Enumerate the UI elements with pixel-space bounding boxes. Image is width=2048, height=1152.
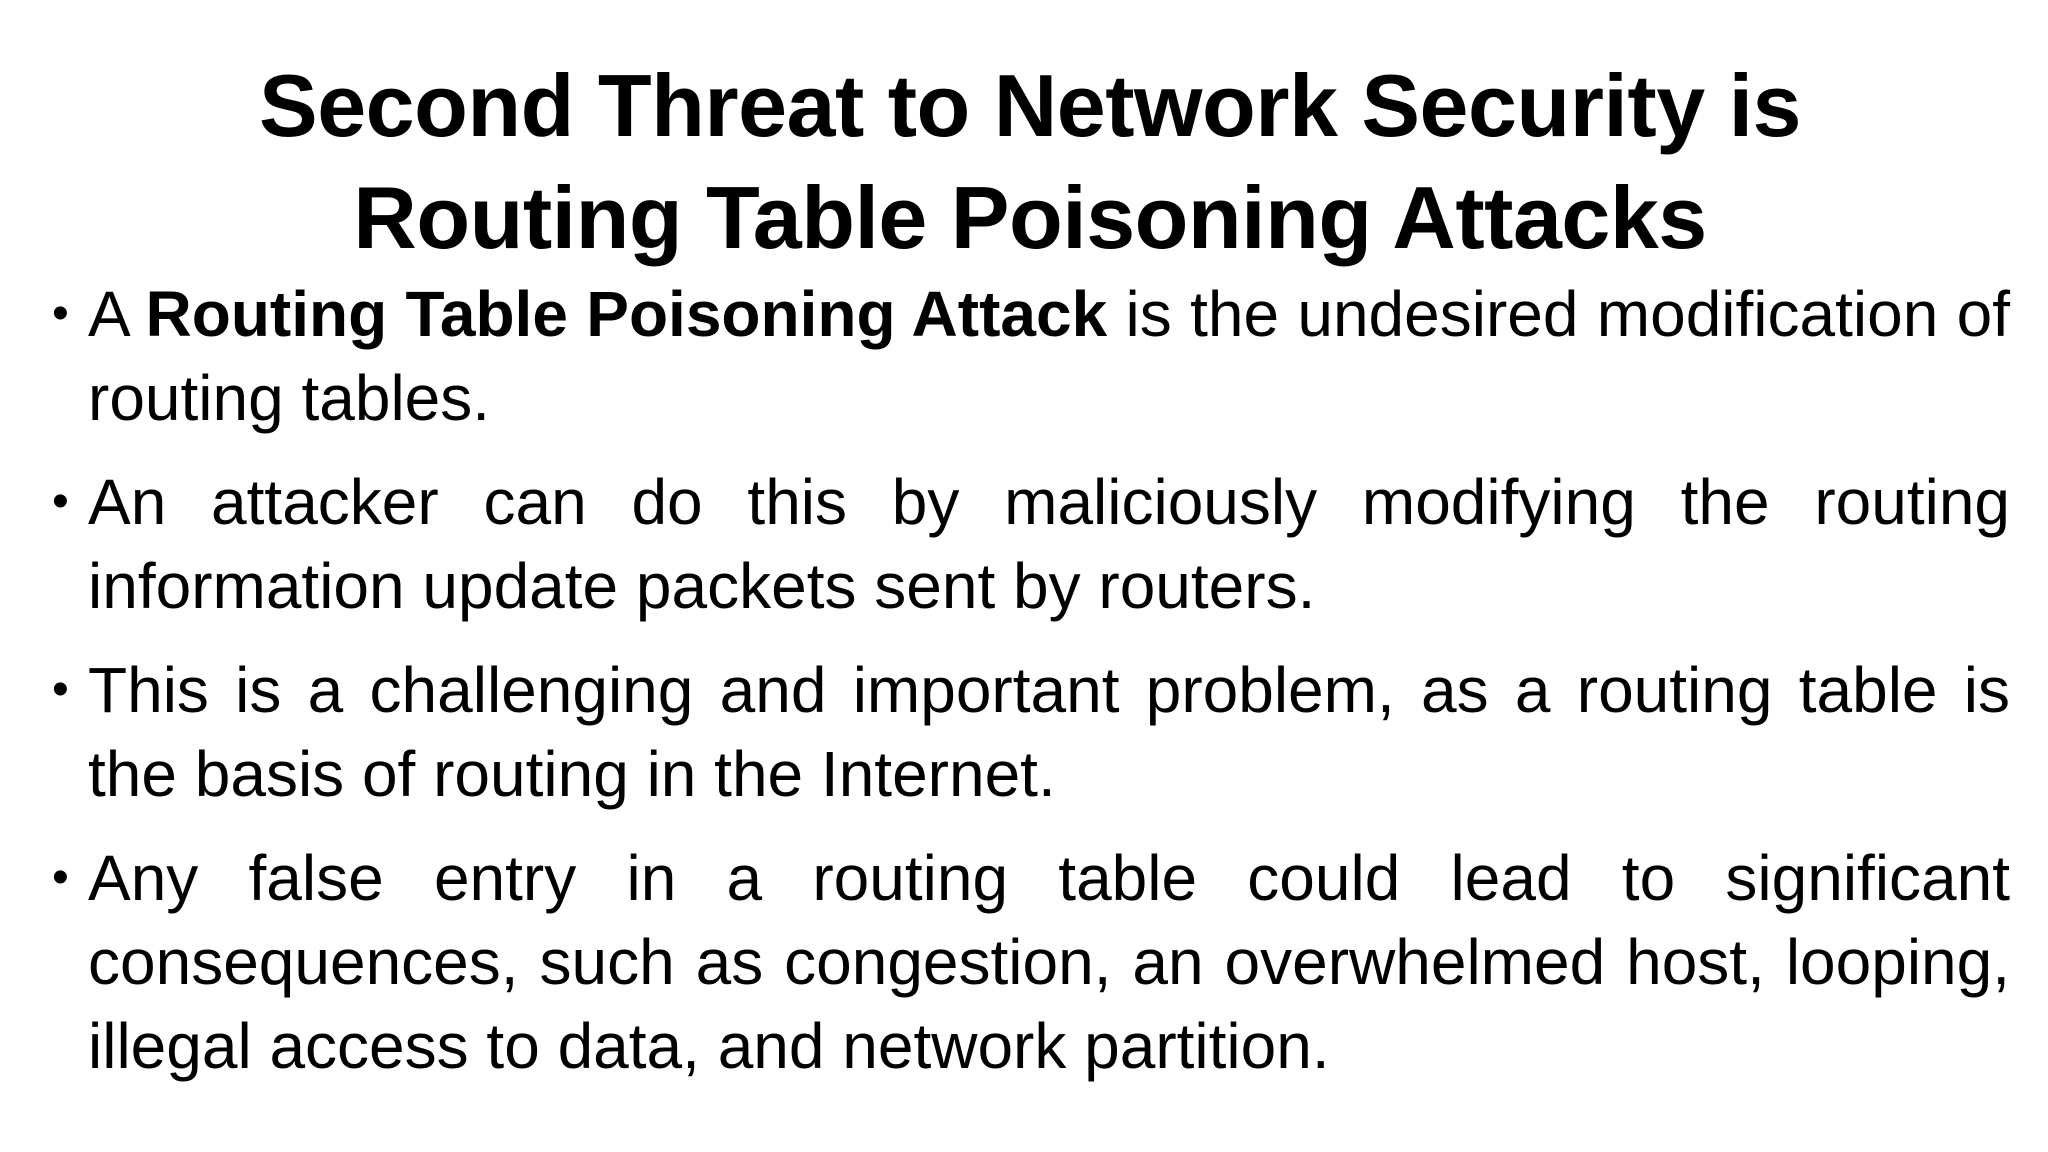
bullet-item-4 <box>48 836 2010 1088</box>
bullet-dot-icon: • <box>52 663 69 716</box>
slide-title-line-1: Second Threat to Network Security is <box>259 56 1801 155</box>
bullet-list <box>48 272 2010 1108</box>
bullet-1-bold-term: Routing Table Poisoning Attack <box>145 278 1108 350</box>
slide-title <box>180 50 1880 274</box>
bullet-text-1 <box>88 278 2010 434</box>
bullet-item-1 <box>48 272 2010 440</box>
bullet-1-suffix: is the undesired modification of routing tables. <box>88 278 2011 434</box>
bullet-text-2: An attacker can do this by maliciously modifying the routing information update packets sent by routers. <box>88 466 2010 622</box>
bullet-dot-icon: • <box>52 287 69 340</box>
bullet-dot-icon: • <box>52 851 69 904</box>
slide-title-line-2: Routing Table Poisoning Attacks <box>353 168 1707 267</box>
bullet-text-3: This is a challenging and important problem, as a routing table is the basis of routing in the Internet. <box>88 654 2010 810</box>
bullet-item-3 <box>48 648 2010 816</box>
bullet-item-2 <box>48 460 2010 628</box>
bullet-1-prefix: A <box>88 278 146 350</box>
bullet-dot-icon: • <box>52 475 69 528</box>
bullet-text-4: Any false entry in a routing table could lead to significant consequences, such as congestion, an overwhelmed host, looping, illegal access to data, and network partition. <box>88 842 2010 1082</box>
